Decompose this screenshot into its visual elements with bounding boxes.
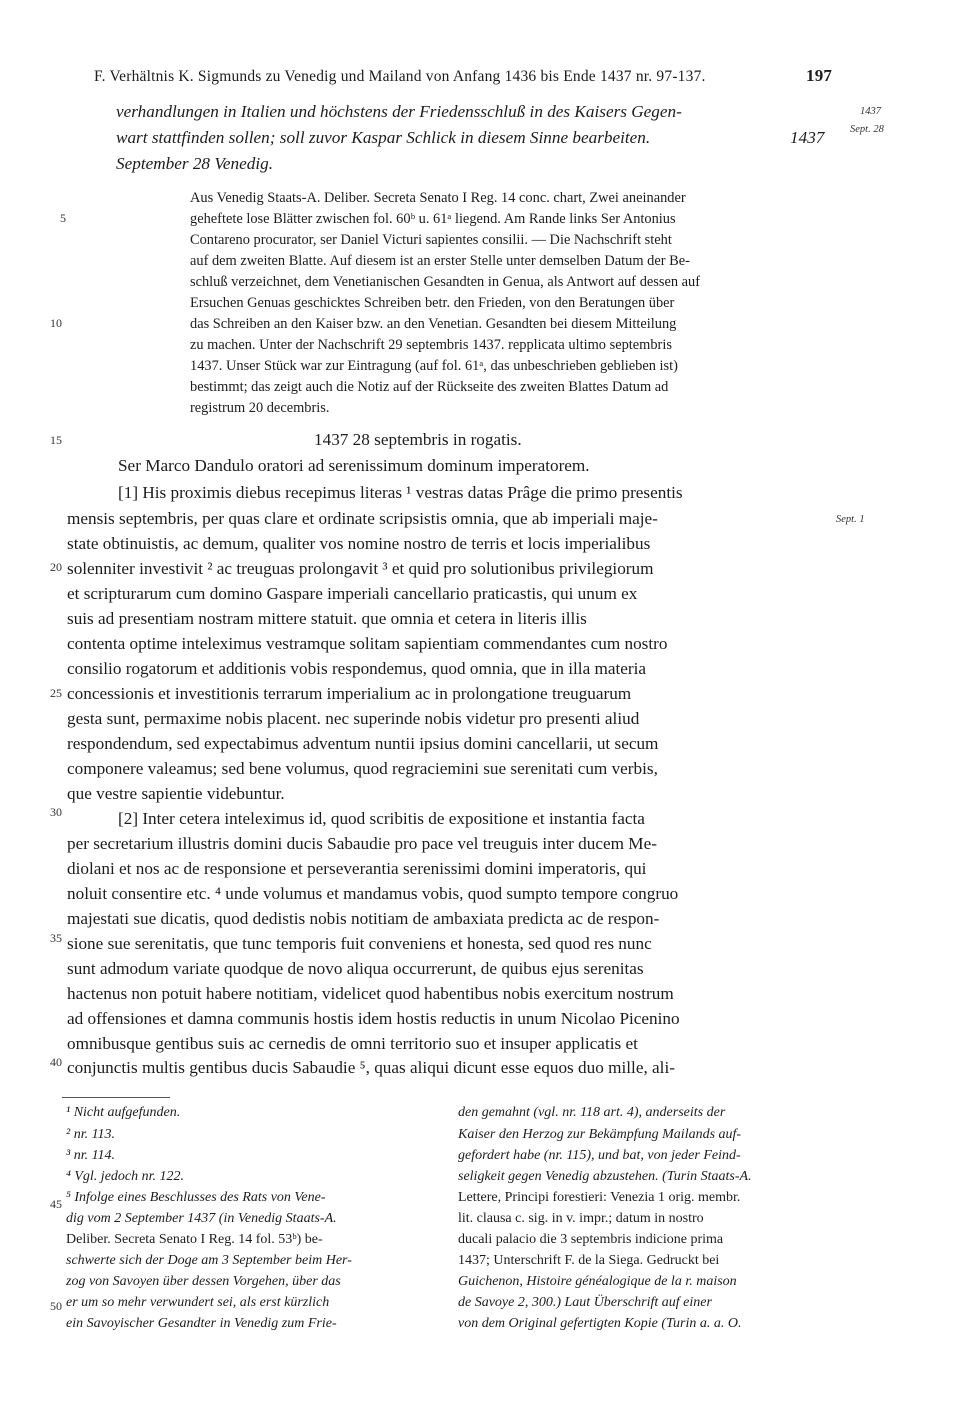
source-line: Aus Venedig Staats-A. Deliber. Secreta Senato I Reg. 14 conc. chart, Zwei aneinander	[190, 190, 686, 206]
body-line: majestati sue dicatis, quod dedistis nobis notitiam de ambaxiata predicta ac de respon-	[67, 909, 660, 928]
body-line: diolani et nos ac de responsione et perseverantia serenissimi domini imperatoris, qui	[67, 859, 647, 878]
running-header	[94, 66, 833, 86]
body-line: respondendum, sed expectabimus adventum nuntii ipsius domini cancellarii, ut secum	[67, 734, 659, 753]
footnote-line: ⁵ Infolge eines Beschlusses des Rats von Vene-	[66, 1190, 326, 1205]
regest-line: verhandlungen in Italien und höchstens der Friedensschluß in des Kaisers Gegen-	[116, 102, 682, 121]
document-heading: 1437 28 septembris in rogatis.	[314, 430, 522, 449]
line-number: 10	[50, 316, 62, 330]
footnote-line: zog von Savoyen über dessen Vorgehen, über das	[66, 1274, 341, 1289]
footnote-line: von dem Original gefertigten Kopie (Turin a. a. O.	[458, 1316, 742, 1331]
line-number: 35	[50, 931, 62, 945]
line-number: 30	[50, 805, 62, 819]
footnote-line: ⁴ Vgl. jedoch nr. 122.	[66, 1169, 185, 1184]
footnote-line: seligkeit gegen Venedig abzustehen. (Turin Staats-A.	[458, 1169, 752, 1184]
source-line: auf dem zweiten Blatte. Auf diesem ist an erster Stelle unter demselben Datum der Be-	[190, 253, 690, 269]
running-title: F. Verhältnis K. Sigmunds zu Venedig und Mailand von Anfang 1436 bis Ende 1437 nr. 97-137.	[94, 68, 706, 85]
footnote-line: dig vom 2 September 1437 (in Venedig Staats-A.	[66, 1211, 337, 1226]
body-line: state obtinuistis, ac demum, qualiter vos nomine nostro de terris et locis imperialibus	[67, 534, 651, 553]
body-line: consilio rogatorum et additionis vobis respondemus, quod omnia, que in illa materia	[67, 659, 647, 678]
source-line: zu machen. Unter der Nachschrift 29 septembris 1437. repplicata ultimo septembris	[190, 337, 672, 353]
body-line: que vestre sapientie videbuntur.	[67, 784, 285, 803]
footnote-line: Guichenon, Histoire généalogique de la r. maison	[458, 1274, 737, 1289]
body-line: per secretarium illustris domini ducis Sabaudie pro pace vel treuguis inter ducem Me-	[67, 834, 657, 853]
body-line: suis ad presentiam nostram mittere statuit. que omnia et cetera in literis illis	[67, 609, 587, 628]
body-line: noluit consentire etc. ⁴ unde volumus et mandamus vobis, quod sumpto tempore congruo	[67, 884, 679, 903]
line-number: 15	[50, 433, 62, 447]
footnote-separator	[62, 1097, 170, 1098]
body-line: sunt admodum variate quodque de novo aliqua occurrerunt, de quibus ejus serenitas	[67, 959, 644, 978]
body-line: gesta sunt, permaxime nobis placent. nec superinde nobis videtur pro presenti aliud	[67, 709, 640, 728]
source-line: registrum 20 decembris.	[190, 400, 330, 416]
footnote-line: de Savoye 2, 300.) Laut Überschrift auf einer	[458, 1295, 712, 1310]
footnote-line: ³ nr. 114.	[66, 1148, 116, 1163]
footnote-line: Lettere, Principi forestieri: Venezia 1 orig. membr.	[458, 1190, 741, 1205]
source-line: geheftete lose Blätter zwischen fol. 60ᵇ u. 61ᵃ liegend. Am Rande links Ser Antonius	[190, 211, 676, 227]
document-address: Ser Marco Dandulo oratori ad serenissimum dominum imperatorem.	[118, 456, 590, 475]
source-line: das Schreiben an den Kaiser bzw. an den Venetian. Gesandten bei diesem Mitteilung	[190, 316, 677, 332]
footnote-line: lit. clausa c. sig. in v. impr.; datum in nostro	[458, 1211, 704, 1226]
source-line: Contareno procurator, ser Daniel Victuri sapientes consilii. — Die Nachschrift steht	[190, 232, 672, 248]
footnote-line: ² nr. 113.	[66, 1127, 116, 1142]
regest-line: September 28 Venedig.	[116, 154, 274, 173]
line-number: 40	[50, 1055, 62, 1069]
regest-line: wart stattfinden sollen; soll zuvor Kaspar Schlick in diesem Sinne bearbeiten.	[116, 128, 651, 147]
margin-year: 1437	[860, 106, 881, 117]
line-number: 45	[50, 1197, 62, 1211]
footnote-line: Deliber. Secreta Senato I Reg. 14 fol. 53ᵇ) be-	[66, 1232, 323, 1247]
source-line: schluß verzeichnet, dem Venetianischen Gesandten in Genua, als Antwort auf dessen auf	[190, 274, 701, 290]
line-number: 20	[50, 560, 62, 574]
footnote-line: den gemahnt (vgl. nr. 118 art. 4), anderseits der	[458, 1105, 726, 1120]
margin-sept-1: Sept. 1	[836, 514, 865, 525]
footnote-line: Kaiser den Herzog zur Bekämpfung Mailands auf-	[458, 1127, 742, 1142]
page-number: 197	[806, 66, 833, 85]
body-line: sione sue serenitatis, que tunc temporis fuit conveniens et honesta, sed quod res nunc	[67, 934, 652, 953]
regest-year: 1437	[790, 128, 825, 147]
footnote-line: 1437; Unterschrift F. de la Siega. Gedruckt bei	[458, 1253, 720, 1268]
body-line: componere valeamus; sed bene volumus, quod regraciemini sue serenitati cum verbis,	[67, 759, 658, 778]
body-line: conjunctis multis gentibus ducis Sabaudie ⁵, quas aliqui dicunt esse equos duo mille, ali-	[67, 1058, 675, 1077]
body-line: [1] His proximis diebus recepimus literas ¹ vestras datas Prâge die primo presentis	[118, 483, 683, 502]
footnote-line: ducali palacio die 3 septembris indicione prima	[458, 1232, 724, 1247]
source-line: bestimmt; das zeigt auch die Notiz auf der Rückseite des zweiten Blattes Datum ad	[190, 379, 669, 395]
footnote-line: ¹ Nicht aufgefunden.	[66, 1105, 181, 1120]
line-number: 5	[60, 211, 66, 225]
source-line: Ersuchen Genuas geschicktes Schreiben betr. den Frieden, von den Beratungen über	[190, 295, 675, 311]
body-line: concessionis et investitionis terrarum imperialium ac in prolongatione treuguarum	[67, 684, 632, 703]
body-line: [2] Inter cetera inteleximus id, quod scribitis de expositione et instantia facta	[118, 809, 645, 828]
body-line: mensis septembris, per quas clare et ordinate scripsistis omnia, que ab imperiali maje-	[67, 509, 658, 528]
body-line: et scripturarum cum domino Gaspare imperiali cancellario praticastis, qui unum ex	[67, 584, 638, 603]
line-number: 50	[50, 1299, 62, 1313]
footnote-line: gefordert habe (nr. 115), und bat, von jeder Feind-	[458, 1148, 741, 1163]
line-number: 25	[50, 686, 62, 700]
footnote-line: schwerte sich der Doge am 3 September beim Her-	[66, 1253, 352, 1268]
body-line: ad offensiones et damna communis hostis idem hostis reductis in unum Nicolao Picenino	[67, 1009, 680, 1028]
body-line: solenniter investivit ² ac treuguas prolongavit ³ et quid pro solutionibus privilegiorum	[67, 559, 654, 578]
source-line: 1437. Unser Stück war zur Eintragung (auf fol. 61ᵃ, das unbeschrieben geblieben ist)	[190, 358, 678, 374]
footnote-line: ein Savoyischer Gesandter in Venedig zum Frie-	[66, 1316, 337, 1331]
margin-date: Sept. 28	[850, 124, 884, 135]
footnote-line: er um so mehr verwundert sei, als erst kürzlich	[66, 1295, 330, 1310]
body-line: hactenus non potuit habere notitiam, videlicet quod habentibus nobis exercitum nostrum	[67, 984, 674, 1003]
body-line: contenta optime inteleximus vestramque solitam sapientiam commendantes cum nostro	[67, 634, 668, 653]
body-line: omnibusque gentibus suis ac cernedis de omni territorio suo et insuper applicatis et	[67, 1034, 638, 1053]
